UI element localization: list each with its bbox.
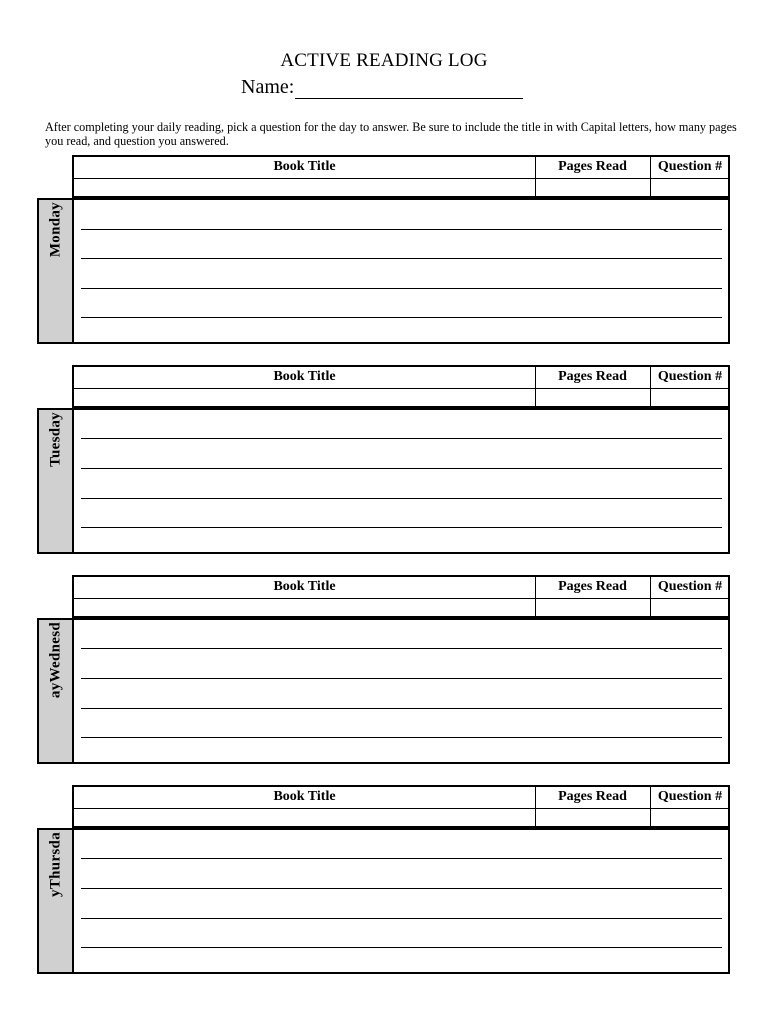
pages-read-header: Pages Read xyxy=(558,369,627,384)
writing-line xyxy=(81,858,722,859)
table-row-divider xyxy=(74,388,728,389)
answer-area[interactable] xyxy=(37,618,730,764)
column-divider xyxy=(650,157,651,196)
pages-read-header: Pages Read xyxy=(558,159,627,174)
day-tab xyxy=(39,830,74,972)
book-title-header: Book Title xyxy=(273,579,336,594)
column-divider xyxy=(535,367,536,406)
writing-line xyxy=(81,648,722,649)
book-info-table xyxy=(72,155,730,198)
table-row-divider xyxy=(74,598,728,599)
writing-line xyxy=(81,498,722,499)
question-number-header: Question # xyxy=(657,369,723,384)
column-divider xyxy=(535,787,536,826)
pages-read-header: Pages Read xyxy=(558,579,627,594)
book-title-header: Book Title xyxy=(273,369,336,384)
page-title: ACTIVE READING LOG xyxy=(280,50,488,71)
column-divider xyxy=(650,367,651,406)
column-divider xyxy=(650,577,651,616)
question-number-header: Question # xyxy=(657,159,723,174)
column-divider xyxy=(535,157,536,196)
name-blank-line[interactable] xyxy=(295,78,523,99)
answer-area[interactable] xyxy=(37,408,730,554)
question-number-header: Question # xyxy=(657,579,723,594)
writing-line xyxy=(81,918,722,919)
book-info-table xyxy=(72,365,730,408)
writing-line xyxy=(81,527,722,528)
day-tab xyxy=(39,410,74,552)
table-row-divider xyxy=(74,808,728,809)
writing-line xyxy=(81,468,722,469)
book-title-header: Book Title xyxy=(273,789,336,804)
table-row-divider xyxy=(74,178,728,179)
book-info-table xyxy=(72,575,730,618)
writing-line xyxy=(81,258,722,259)
column-divider xyxy=(535,577,536,616)
name-label: Name: xyxy=(241,76,295,98)
day-section-thursday xyxy=(37,785,732,975)
column-divider xyxy=(650,787,651,826)
day-tab xyxy=(39,620,74,762)
writing-line xyxy=(81,888,722,889)
writing-line xyxy=(81,438,722,439)
day-section-monday xyxy=(37,155,732,345)
day-tab xyxy=(39,200,74,342)
instructions: After completing your daily reading, pick a question for the day to answer. Be sure to include the title in with Capital letters, how many pages you read, and question you answered. xyxy=(45,120,737,148)
day-section-wednesday xyxy=(37,575,732,765)
day-section-tuesday xyxy=(37,365,732,555)
writing-line xyxy=(81,708,722,709)
book-title-header: Book Title xyxy=(273,159,336,174)
book-info-table xyxy=(72,785,730,828)
writing-line xyxy=(81,678,722,679)
name-field[interactable] xyxy=(241,76,523,99)
pages-read-header: Pages Read xyxy=(558,789,627,804)
question-number-header: Question # xyxy=(657,789,723,804)
day-label: yThursda xyxy=(47,832,64,897)
day-label: ayWednesd xyxy=(47,622,64,699)
writing-line xyxy=(81,737,722,738)
writing-line xyxy=(81,288,722,289)
answer-area[interactable] xyxy=(37,198,730,344)
writing-line xyxy=(81,317,722,318)
day-label: Monday xyxy=(47,202,64,258)
writing-line xyxy=(81,229,722,230)
answer-area[interactable] xyxy=(37,828,730,974)
writing-line xyxy=(81,947,722,948)
day-label: Tuesday xyxy=(47,412,64,467)
